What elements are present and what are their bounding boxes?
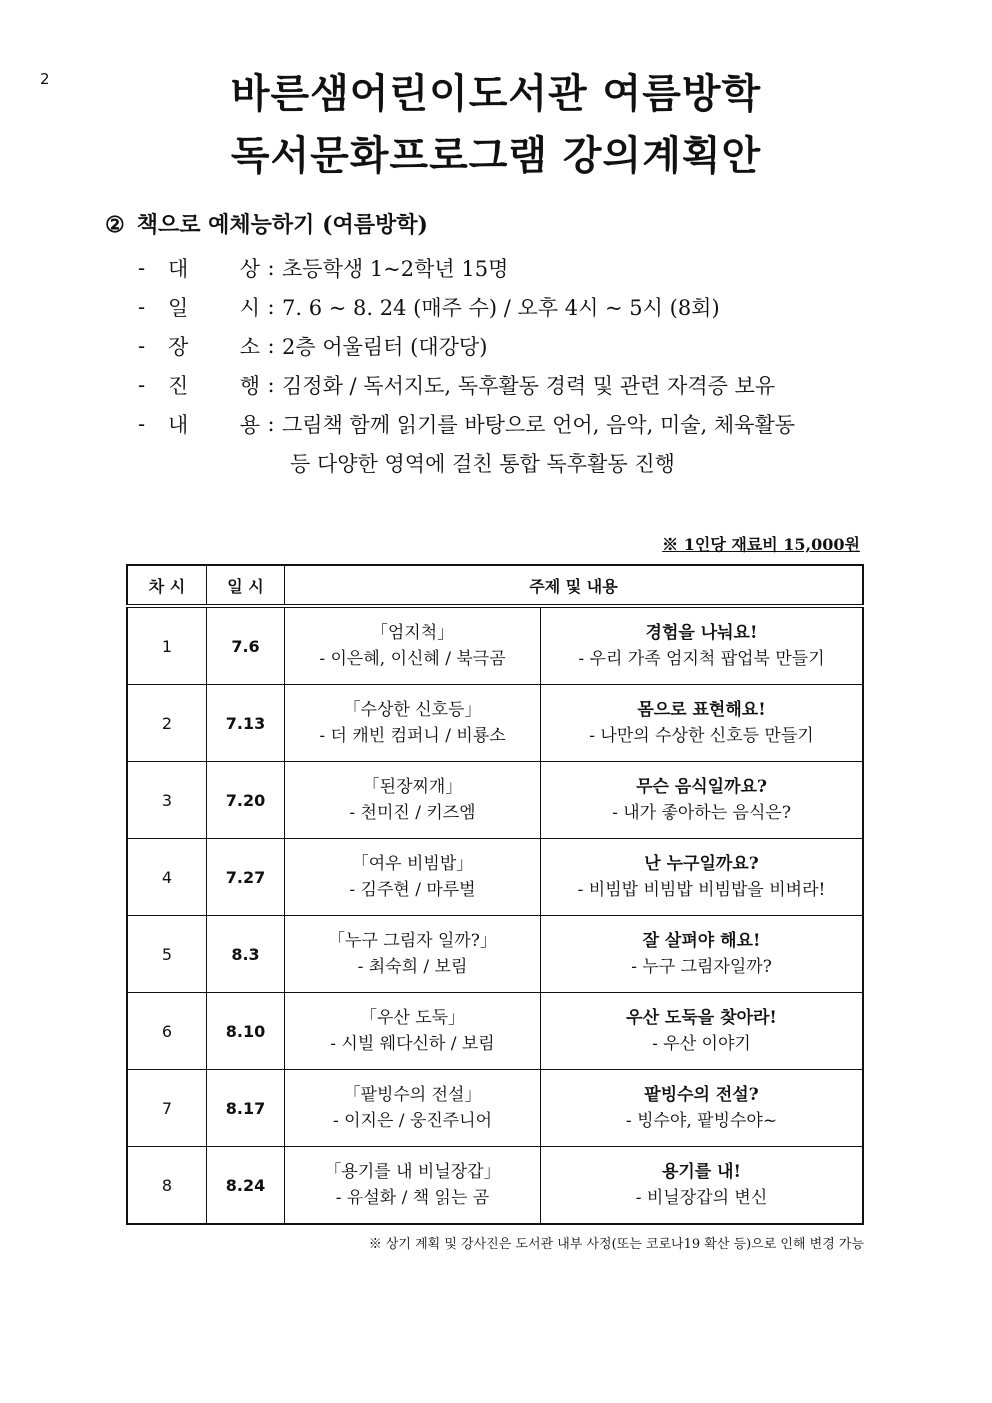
detail-colon: :	[267, 333, 275, 358]
book-title: 「엄지척」	[370, 623, 455, 643]
session-date: 8.24	[207, 1147, 285, 1225]
detail-colon: :	[267, 372, 275, 397]
activity-cell	[541, 839, 864, 916]
detail-dash: -	[138, 294, 146, 319]
program-name: 책으로 예체능하기 (여름방학)	[136, 212, 428, 238]
activity-cell	[541, 606, 864, 685]
activity-cell	[541, 685, 864, 762]
detail-label: 일 시	[168, 295, 260, 320]
session-number: 1	[127, 606, 207, 685]
detail-dash: -	[138, 411, 146, 436]
table-row	[127, 916, 863, 993]
program-details	[138, 248, 795, 482]
book-cell	[285, 916, 541, 993]
detail-row-place	[138, 326, 795, 365]
book-cell	[285, 1070, 541, 1147]
detail-colon: :	[267, 294, 275, 319]
page-number: 2	[40, 70, 50, 88]
book-cell	[285, 762, 541, 839]
detail-label: 내 용	[168, 412, 260, 437]
activity-cell	[541, 762, 864, 839]
book-author-publisher: - 천미진 / 키즈엠	[349, 803, 476, 823]
table-row	[127, 1147, 863, 1225]
document-title-line1: 바른샘어린이도서관 여름방학	[230, 71, 762, 117]
session-date: 7.20	[207, 762, 285, 839]
book-title: 「누구 그림자 일까?」	[328, 931, 497, 951]
table-row	[127, 762, 863, 839]
detail-label: 장 소	[168, 334, 260, 359]
table-row	[127, 993, 863, 1070]
detail-colon: :	[267, 255, 275, 280]
detail-value: 7. 6 ~ 8. 24 (매주 수) / 오후 4시 ~ 5시 (8회)	[282, 295, 720, 320]
book-author-publisher: - 이지은 / 웅진주니어	[332, 1111, 493, 1131]
book-author-publisher: - 시빌 웨다신하 / 보림	[330, 1034, 495, 1054]
book-title: 「수상한 신호등」	[343, 700, 482, 720]
detail-dash: -	[138, 372, 146, 397]
detail-value: 그림책 함께 읽기를 바탕으로 언어, 음악, 미술, 체육활동	[282, 412, 796, 437]
header-date: 일 시	[207, 565, 285, 606]
detail-value: 2층 어울림터 (대강당)	[282, 334, 488, 359]
activity-title: 잘 살펴야 해요!	[642, 931, 761, 951]
activity-cell	[541, 1147, 864, 1225]
book-title: 「우산 도둑」	[359, 1008, 466, 1028]
activity-title: 우산 도둑을 찾아라!	[626, 1008, 777, 1028]
book-cell	[285, 993, 541, 1070]
table-row	[127, 839, 863, 916]
book-author-publisher: - 유설화 / 책 읽는 곰	[335, 1188, 490, 1208]
book-title: 「여우 비빔밥」	[351, 854, 474, 874]
session-date: 7.6	[207, 606, 285, 685]
detail-colon: :	[267, 411, 275, 436]
activity-cell	[541, 1070, 864, 1147]
detail-row-content-continued	[138, 443, 795, 482]
activity-title: 몸으로 표현해요!	[637, 700, 766, 720]
activity-cell	[541, 916, 864, 993]
activity-description: - 비빔밥 비빔밥 비빔밥을 비벼라!	[577, 880, 826, 900]
table-row	[127, 685, 863, 762]
footer-note: ※ 상기 계획 및 강사진은 도서관 내부 사정(또는 코로나19 확산 등)으로 인해 변경 가능	[368, 1237, 864, 1252]
program-number: ②	[105, 212, 125, 238]
detail-row-schedule	[138, 287, 795, 326]
activity-description: - 내가 좋아하는 음식은?	[612, 803, 791, 823]
table-row	[127, 606, 863, 685]
book-author-publisher: - 김주현 / 마루벌	[349, 880, 476, 900]
activity-description: - 누구 그림자일까?	[631, 957, 772, 977]
activity-title: 무슨 음식일까요?	[636, 777, 767, 797]
activity-cell	[541, 993, 864, 1070]
session-date: 8.10	[207, 993, 285, 1070]
book-cell	[285, 685, 541, 762]
detail-row-instructor	[138, 365, 795, 404]
book-author-publisher: - 최숙희 / 보림	[357, 957, 468, 977]
activity-title: 난 누구일까요?	[644, 854, 759, 874]
detail-label: 대 상	[168, 256, 260, 281]
activity-description: - 우리 가족 엄지척 팝업북 만들기	[578, 649, 825, 669]
activity-description: - 나만의 수상한 신호등 만들기	[589, 726, 814, 746]
session-number: 5	[127, 916, 207, 993]
detail-row-content	[138, 404, 795, 443]
activity-title: 용기를 내!	[661, 1162, 742, 1182]
activity-title: 경험을 나눠요!	[645, 623, 758, 643]
session-date: 8.17	[207, 1070, 285, 1147]
session-schedule-table	[126, 564, 864, 1225]
header-session: 차 시	[127, 565, 207, 606]
book-author-publisher: - 더 캐빈 컴퍼니 / 비룡소	[319, 726, 506, 746]
material-fee-note: ※ 1인당 재료비 15,000원	[662, 535, 860, 554]
session-number: 6	[127, 993, 207, 1070]
program-heading	[105, 208, 428, 239]
activity-description: - 비닐장갑의 변신	[635, 1188, 768, 1208]
session-number: 8	[127, 1147, 207, 1225]
document-title-line2: 독서문화프로그램 강의계획안	[230, 133, 762, 179]
detail-row-target	[138, 248, 795, 287]
table-row	[127, 1070, 863, 1147]
session-number: 7	[127, 1070, 207, 1147]
session-date: 7.13	[207, 685, 285, 762]
activity-description: - 우산 이야기	[652, 1034, 751, 1054]
activity-description: - 빙수야, 팥빙수야~	[625, 1111, 778, 1131]
session-date: 8.3	[207, 916, 285, 993]
book-cell	[285, 606, 541, 685]
book-author-publisher: - 이은혜, 이신혜 / 북극곰	[319, 649, 506, 669]
activity-title: 팥빙수의 전설?	[644, 1085, 759, 1105]
detail-value: 김정화 / 독서지도, 독후활동 경력 및 관련 자격증 보유	[282, 373, 776, 398]
book-cell	[285, 839, 541, 916]
book-title: 「팥빙수의 전설」	[343, 1085, 482, 1105]
detail-value: 초등학생 1~2학년 15명	[282, 256, 509, 281]
detail-value: 등 다양한 영역에 걸친 통합 독후활동 진행	[290, 451, 675, 476]
book-cell	[285, 1147, 541, 1225]
table-header-row	[127, 565, 863, 606]
detail-label: 진 행	[168, 373, 260, 398]
session-date: 7.27	[207, 839, 285, 916]
book-title: 「된장찌개」	[362, 777, 463, 797]
detail-dash: -	[138, 333, 146, 358]
book-title: 「용기를 내 비닐장갑」	[324, 1162, 501, 1182]
session-number: 3	[127, 762, 207, 839]
session-number: 4	[127, 839, 207, 916]
detail-dash: -	[138, 255, 146, 280]
header-topic: 주제 및 내용	[285, 565, 864, 606]
session-number: 2	[127, 685, 207, 762]
